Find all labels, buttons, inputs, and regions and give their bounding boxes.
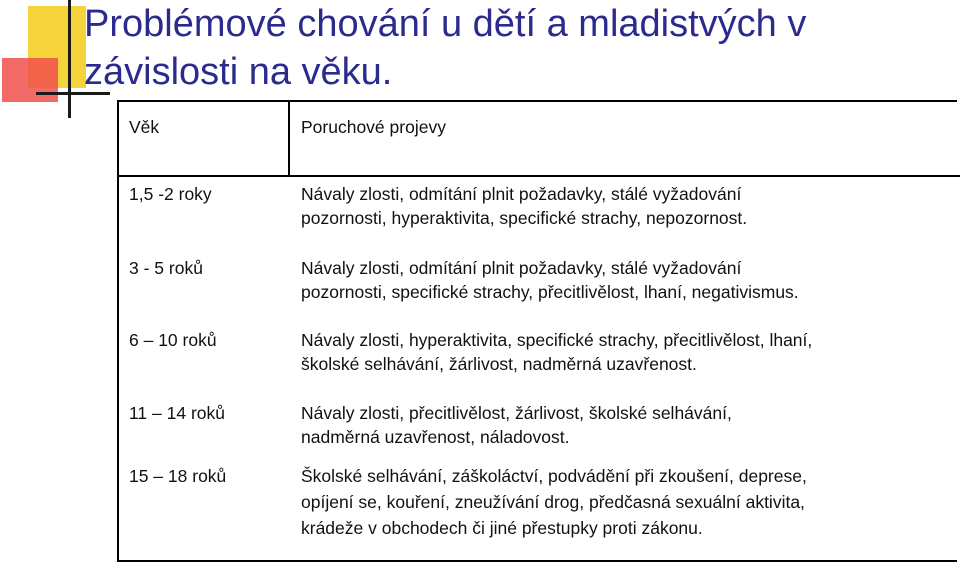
slide-title-line-1: Problémové chování u dětí a mladistvých v (84, 3, 807, 45)
decorative-vertical-line (68, 0, 71, 118)
row-2-age: 3 - 5 roků (129, 258, 203, 278)
row-4-line-1: Návaly zlosti, přecitlivělost, žárlivost, školské selhávání, (301, 403, 732, 423)
header-age: Věk (129, 117, 160, 137)
row-3-line-2: školské selhávání, žárlivost, nadměrná uzavřenost. (301, 354, 697, 374)
row-2-line-1: Návaly zlosti, odmítání plnit požadavky, stálé vyžadování (301, 258, 742, 278)
decorative-red-square (2, 58, 58, 102)
slide-title (84, 0, 944, 96)
slide-title-line-2: závislosti na věku. (84, 51, 393, 93)
row-5-line-3: krádeže v obchodech či jiné přestupky proti zákonu. (301, 518, 703, 538)
row-4-line-2: nadměrná uzavřenost, náladovost. (301, 427, 570, 447)
row-3-age: 6 – 10 roků (129, 330, 217, 350)
header-column-divider (288, 100, 290, 176)
row-5-age: 15 – 18 roků (129, 466, 227, 486)
row-4-age: 11 – 14 roků (129, 403, 225, 423)
row-5-line-2: opíjení se, kouření, zneužívání drog, předčasná sexuální aktivita, (301, 492, 805, 512)
row-1-line-2: pozornosti, hyperaktivita, specifické strachy, nepozornost. (301, 208, 748, 228)
row-1-age: 1,5 -2 roky (129, 184, 212, 204)
header-symptoms: Poruchové projevy (301, 117, 446, 137)
header-row-divider (117, 175, 960, 177)
row-3-line-1: Návaly zlosti, hyperaktivita, specifické strachy, přecitlivělost, lhaní, (301, 330, 813, 350)
row-5-line-1: Školské selhávání, záškoláctví, podvádění při zkoušení, deprese, (301, 466, 807, 486)
row-2-line-2: pozornosti, specifické strachy, přecitlivělost, lhaní, negativismus. (301, 282, 799, 302)
row-1-line-1: Návaly zlosti, odmítání plnit požadavky, stálé vyžadování (301, 184, 742, 204)
